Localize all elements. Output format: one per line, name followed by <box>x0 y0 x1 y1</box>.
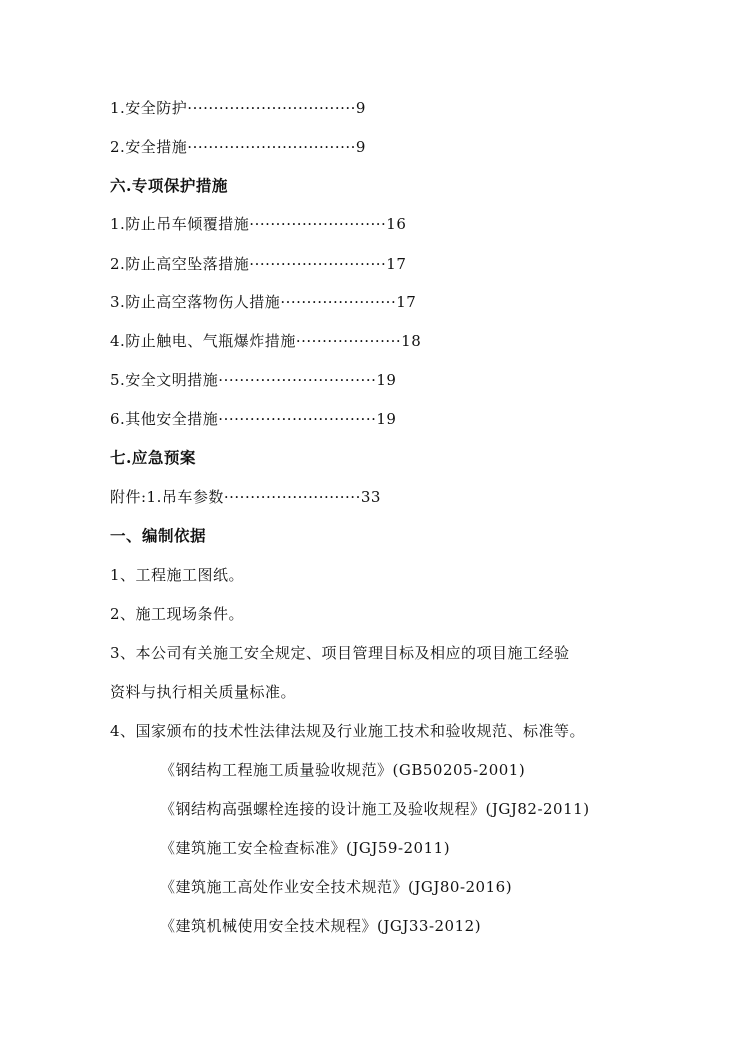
reference-2: 《钢结构高强螺栓连接的设计施工及验收规程》(JGJ82-2011) <box>160 800 590 818</box>
paragraph-1: 1、工程施工图纸。 <box>110 566 245 584</box>
toc-section7-title[interactable]: 七.应急预案 <box>110 448 196 467</box>
reference-4: 《建筑施工高处作业安全技术规范》(JGJ80-2016) <box>160 878 513 896</box>
reference-5: 《建筑机械使用安全技术规程》(JGJ33-2012) <box>160 917 482 935</box>
reference-3: 《建筑施工安全检查标准》(JGJ59-2011) <box>160 839 451 857</box>
toc-item-electric-gas[interactable]: 4.防止触电、气瓶爆炸措施····················18 <box>110 332 422 350</box>
paragraph-2: 2、施工现场条件。 <box>110 605 245 623</box>
toc-item-other-safety[interactable]: 6.其他安全措施······························19 <box>110 410 397 428</box>
reference-1: 《钢结构工程施工质量验收规范》(GB50205-2001) <box>160 761 526 779</box>
toc-item-fall-prevention[interactable]: 2.防止高空坠落措施··························17 <box>110 255 407 273</box>
paragraph-4: 4、国家颁布的技术性法律法规及行业施工技术和验收规范、标准等。 <box>110 722 586 740</box>
paragraph-3: 3、本公司有关施工安全规定、项目管理目标及相应的项目施工经验 <box>110 644 570 662</box>
toc-item-safety-measures[interactable]: 2.安全措施································9 <box>110 138 366 156</box>
toc-section6-title[interactable]: 六.专项保护措施 <box>110 176 228 195</box>
toc-item-safety-protection[interactable]: 1.安全防护································9 <box>110 99 366 117</box>
toc-item-crane-overturn[interactable]: 1.防止吊车倾覆措施··························16 <box>110 215 407 233</box>
section1-title: 一、编制依据 <box>110 526 207 545</box>
paragraph-3-continued: 资料与执行相关质量标准。 <box>110 683 297 701</box>
toc-item-falling-objects[interactable]: 3.防止高空落物伤人措施······················17 <box>110 293 417 311</box>
toc-appendix-item[interactable]: 附件:1.吊车参数··························33 <box>110 488 381 506</box>
toc-item-civilized-construction[interactable]: 5.安全文明措施······························19 <box>110 371 397 389</box>
